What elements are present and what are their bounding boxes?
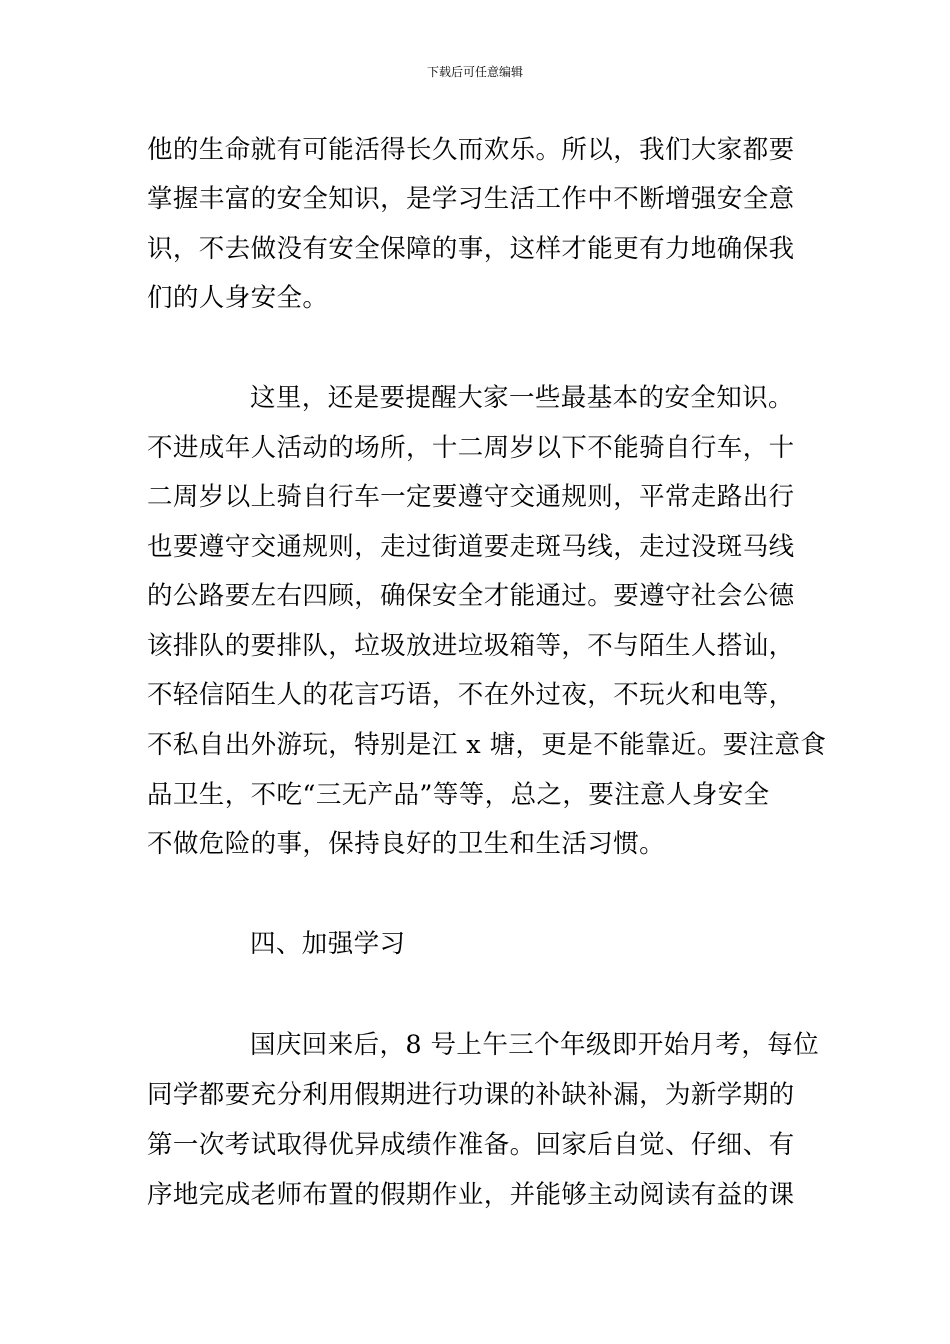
text-line: 同学都要充分利用假期进行功课的补缺补漏，为新学期的 — [147, 1080, 795, 1110]
text-line: 不私自出外游玩，特别是江 x 塘，更是不能靠近。要注意食 — [147, 730, 827, 760]
text-line: 的公路要左右四顾，确保安全才能通过。要遵守社会公德 — [147, 581, 795, 611]
text-line: 掌握丰富的安全知识，是学习生活工作中不断增强安全意 — [147, 184, 795, 214]
text-line: 这里，还是要提醒大家一些最基本的安全知识。 — [250, 383, 794, 413]
text-line: 该排队的要排队，垃圾放进垃圾箱等，不与陌生人搭讪， — [147, 631, 795, 661]
text-line: 他的生命就有可能活得长久而欢乐。所以，我们大家都要 — [147, 135, 795, 165]
text-line: 不进成年人活动的场所，十二周岁以下不能骑自行车，十 — [147, 433, 795, 463]
text-line: 品卫生，不吃“三无产品”等等，总之，要注意人身安全 — [147, 780, 770, 810]
text-line: 第一次考试取得优异成绩作准备。回家后自觉、仔细、有 — [147, 1130, 795, 1160]
text-line: 序地完成老师布置的假期作业，并能够主动阅读有益的课 — [147, 1180, 795, 1210]
text-line: 们的人身安全。 — [147, 283, 329, 313]
text-line: 不轻信陌生人的花言巧语，不在外过夜，不玩火和电等， — [147, 680, 795, 710]
section-heading: 四、加强学习 — [250, 929, 406, 959]
text-line: 不做危险的事，保持良好的卫生和生活习惯。 — [147, 829, 666, 859]
text-line: 国庆回来后，8 号上午三个年级即开始月考，每位 — [250, 1030, 820, 1060]
page-header: 下载后可任意编辑 — [426, 65, 523, 79]
text-line: 二周岁以上骑自行车一定要遵守交通规则，平常走路出行 — [147, 482, 795, 512]
text-line: 也要遵守交通规则，走过街道要走斑马线，走过没斑马线 — [147, 532, 795, 562]
text-line: 识，不去做没有安全保障的事，这样才能更有力地确保我 — [147, 234, 795, 264]
